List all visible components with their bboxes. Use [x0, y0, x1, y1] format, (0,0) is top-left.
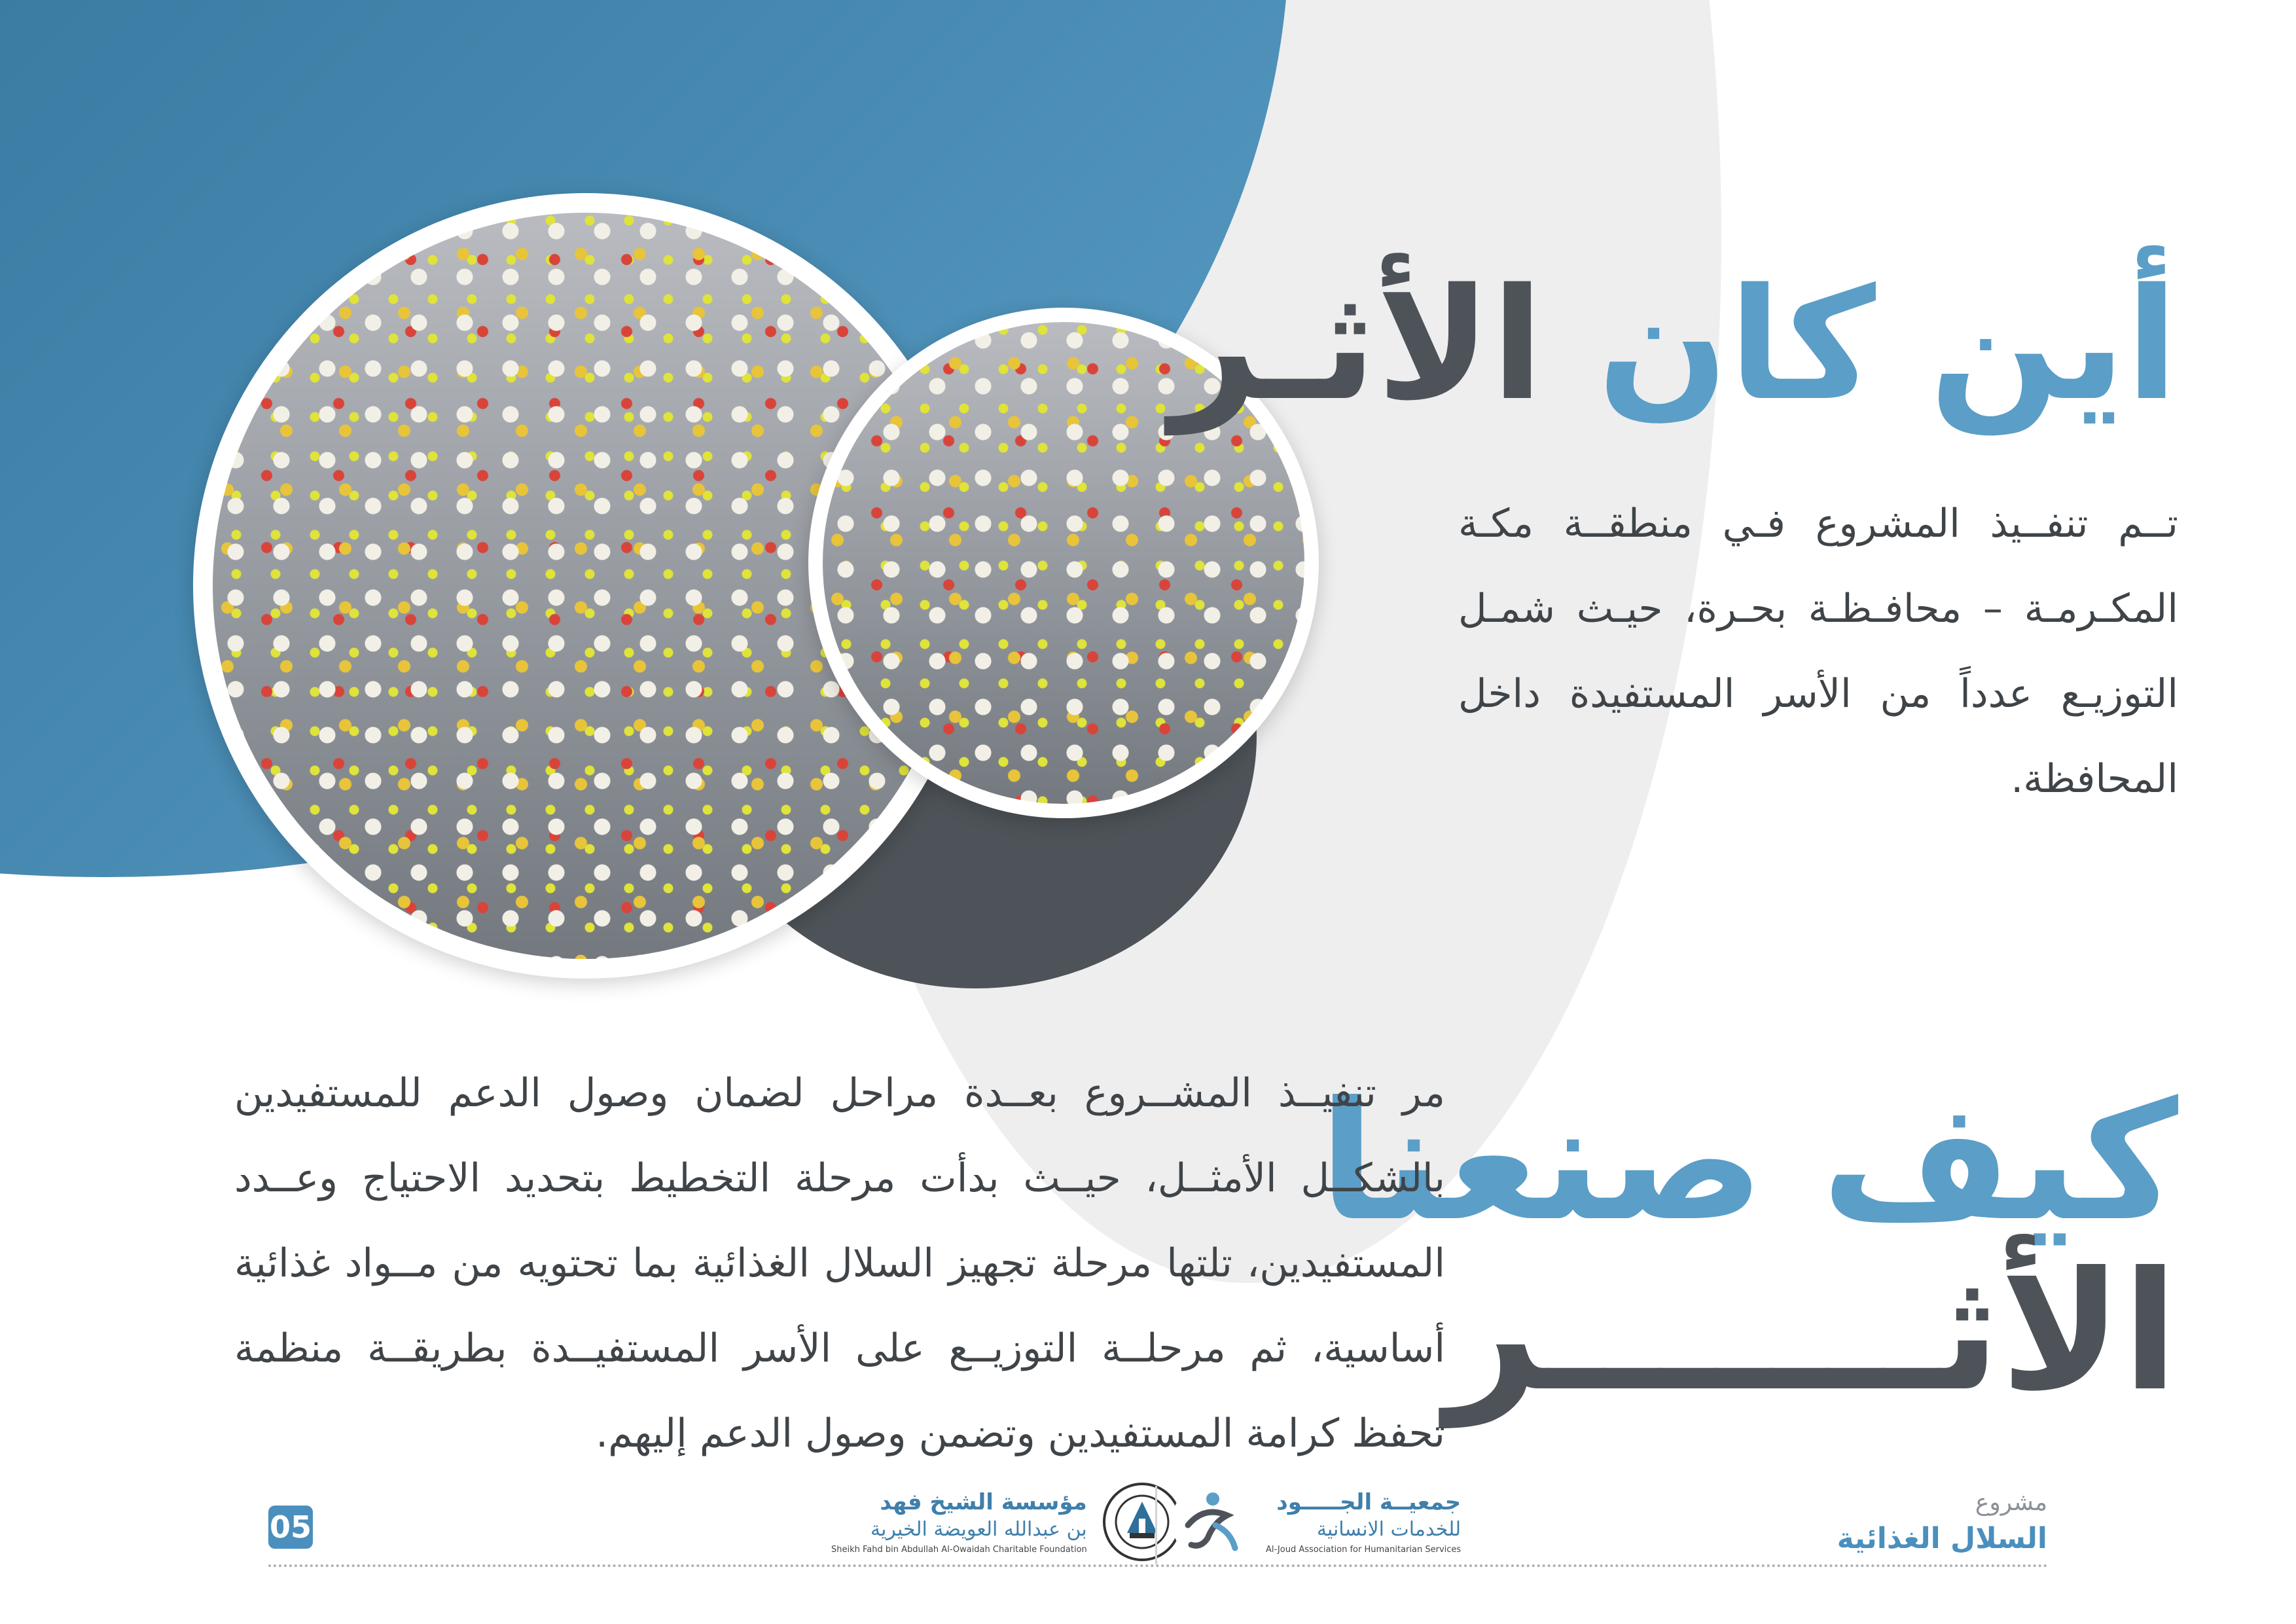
al-joud-logo — [1172, 1483, 1461, 1561]
fahd-name-en: Sheikh Fahd bin Abdullah Al-Owaidah Charitable Foundation — [831, 1545, 1087, 1555]
where-impact-paragraph: تــم تنفــيذ المشروع فـي منطقــة مكـة المكـرمـة – محافـظـة بحـرة، حيـث شمـل التوزيـع عدداً من الأسر المستفيدة داخل المحافظة. — [1458, 501, 2178, 802]
project-name: السلال الغذائية — [1837, 1522, 2047, 1555]
project-label: مشروع — [1975, 1489, 2047, 1516]
page-number-badge: 05 — [268, 1506, 313, 1549]
jood-name-en: Al-Joud Association for Humanitarian Services — [1266, 1545, 1462, 1555]
where-title-dark: الأثـر — [1170, 256, 1544, 435]
how-impact-title-line1: كيف صنعنا — [1319, 1066, 2178, 1257]
foundation-seal-icon — [1103, 1483, 1181, 1561]
jood-name-line1: جمعيــة الجـــــود — [1276, 1489, 1462, 1515]
fahd-foundation-logo — [831, 1483, 1181, 1561]
footer-dotted-line — [268, 1564, 2049, 1567]
fahd-name-line2: بن عبدالله العويضة الخيرية — [870, 1518, 1087, 1541]
jood-name-line2: للخدمات الانسانية — [1316, 1518, 1462, 1541]
al-joud-logo-icon — [1172, 1483, 1250, 1561]
how-impact-title-line2: الأثـــــــر — [1445, 1236, 2178, 1427]
how-impact-paragraph: مر تنفيــذ المشــروع بعــدة مراحل لضمان وصول الدعم للمستفيدين بالشكــل الأمثــل، حيــث بدأت مرحلة التخطيط بتحديد الاحتياج وعــدد المستفيدين، تلتها مرحلة تجهيز السلال الغذائية بما تحتويه من مــواد غذائية أساسية، ثم مرحلــة التوزيــع على الأسر المستفيــدة بطريقــة منظمة تحفظ كرامة المستفيدين وتضمن وصول الدعم إليهم. — [234, 1070, 1445, 1456]
where-impact-title — [1170, 256, 2178, 435]
logo-divider — [1155, 1486, 1157, 1564]
fahd-name-line1: مؤسسة الشيخ فهد — [880, 1489, 1087, 1515]
where-title-blue: أين كان — [1597, 256, 2178, 435]
